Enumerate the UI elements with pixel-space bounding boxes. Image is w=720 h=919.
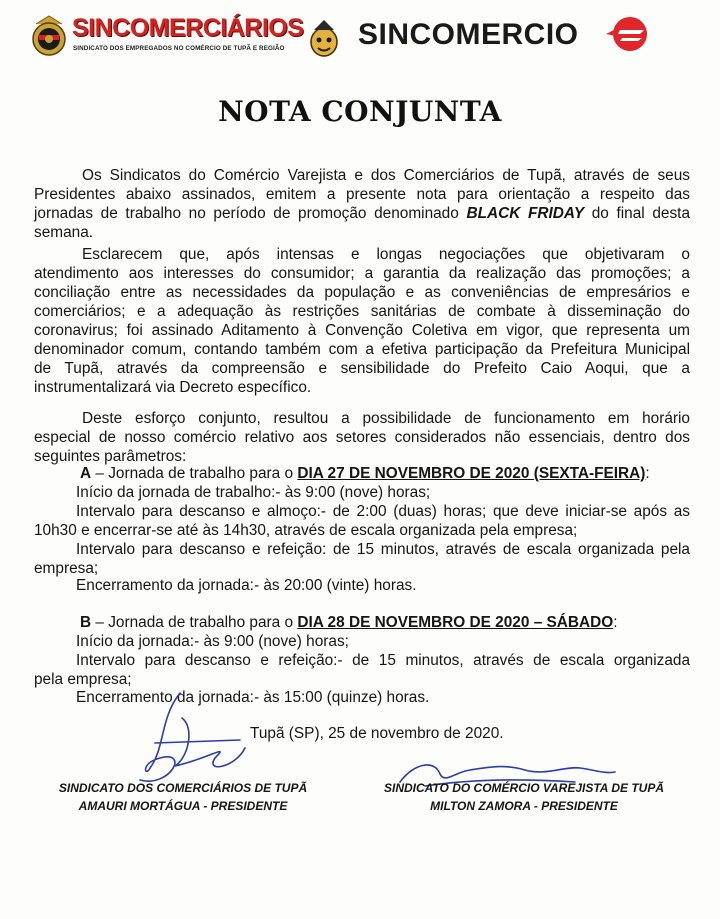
p1-line-2: Presidentes abaixo assinados, emitem a presente nota para orientação a respeito das [34,186,690,203]
section-b-line-2: Intervalo para descanso e refeição:- de 15 minutos, através de escala organizada [76,652,690,669]
place-date: Tupã (SP), 25 de novembro de 2020. [250,725,504,742]
p2-line-8: instrumentalizará via Decreto específico. [34,379,312,396]
p1-line-3a: jornadas de trabalho no período de promoção denominado [34,205,467,222]
left-logo-name: SINCOMERCIÁRIOS [72,14,304,42]
left-signature-block [58,779,308,815]
p2-line-3: conciliação entre as necessidades da população e as conveniências de empresários e [34,284,690,301]
section-b-letter: B [80,614,92,631]
section-a-line-6: Encerramento da jornada:- às 20:00 (vinte) horas. [76,577,417,594]
p2-line-2: atendimento aos interesses do consumidor; a garantia da realização das promoções; a [34,265,690,282]
section-a-letter: A [80,465,92,482]
p2-line-7: de Tupã, através da compreensão e sensibilidade do Prefeito Caio Aoqui, que a [34,360,690,377]
mascot-icon [306,16,342,58]
section-a-line-5: empresa; [34,560,99,577]
black-friday-text: BLACK FRIDAY [466,205,585,222]
section-a-colon: : [645,465,650,482]
section-a-heading [80,464,690,483]
p1-line-4: semana. [34,224,94,241]
p2-line-5: coronavirus; foi assinado Aditamento à Convenção Coletiva em vigor, que representa um [34,322,690,339]
p3-line-1: Deste esforço conjunto, resultou a possibilidade de funcionamento em horário [82,410,690,427]
p3-line-3: seguintes parâmetros: [34,448,187,465]
page-title: NOTA CONJUNTA [218,95,502,128]
sincomercio-mark-icon [604,16,650,52]
p1-line-3c: do final desta [584,205,690,222]
p1-line-1: Os Sindicatos do Comércio Varejista e dos Comerciários de Tupã, através de seus [82,167,690,184]
p2-line-1: Esclarecem que, após intensas e longas negociações que objetivaram o [82,246,690,263]
right-signature-org: SINDICATO DO COMÉRCIO VAREJISTA DE TUPÃ [383,781,665,795]
sincomerciarios-logo [30,12,342,64]
section-a-line-4: Intervalo para descanso e refeição: de 15 minutos, através de escala organizada pela [76,541,690,558]
section-b-line-1: Início da jornada:- às 9:00 (nove) horas; [76,633,349,650]
section-a-date: DIA 27 DE NOVEMBRO DE 2020 (SEXTA-FEIRA) [297,465,646,482]
left-signature-person: AMAURI MORTÁGUA - PRESIDENTE [78,799,288,813]
section-b-line-3: pela empresa; [34,671,132,688]
union-seal-icon [30,14,68,58]
right-signature-block [376,779,672,815]
section-b-colon: : [613,614,618,631]
section-b-intro: – Jornada de trabalho para o [91,614,298,631]
right-logo-name: SINCOMERCIO [358,18,579,51]
section-b-heading [80,613,690,632]
section-a-intro: – Jornada de trabalho para o [91,465,298,482]
section-a-line-1: Início da jornada de trabalho:- às 9:00 (nove) horas; [76,484,431,501]
p2-line-6: denominador comum, contando também com a efetiva participação da Prefeitura Municipal [34,341,690,358]
sincomercio-logo [358,14,658,54]
left-logo-subtitle: SINDICATO DOS EMPREGADOS NO COMÉRCIO DE TUPÃ E REGIÃO [73,45,285,52]
p2-line-4: comerciários; e a adequação às restrições sanitárias de combate à disseminação do [34,303,690,320]
section-a-line-3: 10h30 e encerrar-se até às 14h30, através de escala organizada pela empresa; [34,522,578,539]
section-b-date: DIA 28 DE NOVEMBRO DE 2020 – SÁBADO [297,614,614,631]
p3-line-2: especial de nosso comércio relativo aos setores considerados não essenciais, dentro dos [34,429,690,446]
left-signature-org: SINDICATO DOS COMERCIÁRIOS DE TUPÃ [58,781,308,795]
section-b-line-4: Encerramento da jornada:- às 15:00 (quinze) horas. [76,689,430,706]
p1-line-3 [34,204,690,223]
section-a-line-2: Intervalo para descanso e almoço:- de 2:00 (duas) horas; que deve iniciar-se após as [76,503,690,520]
right-signature-person: MILTON ZAMORA - PRESIDENTE [430,799,618,813]
